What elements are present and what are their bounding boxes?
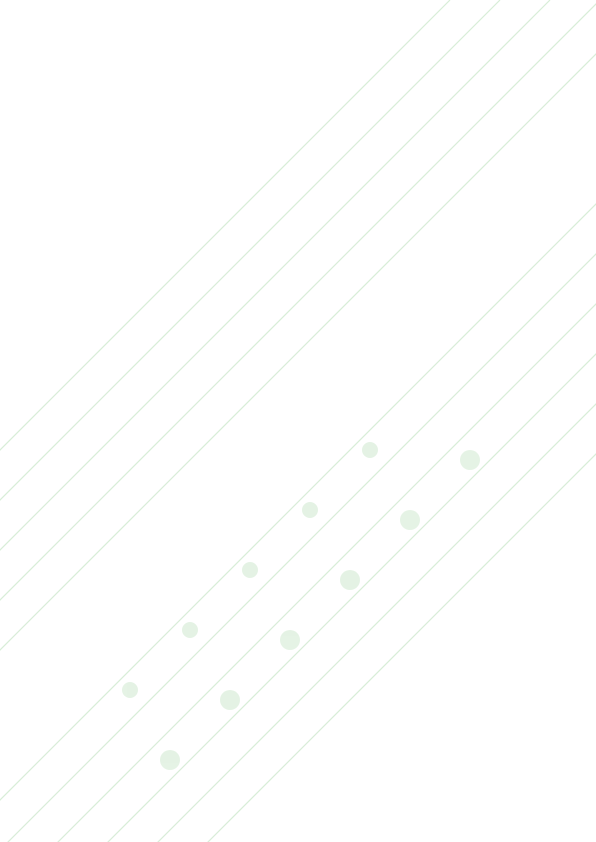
text-line — [55, 312, 541, 326]
text-line — [55, 553, 541, 567]
text-line — [55, 256, 541, 270]
text-line — [55, 440, 541, 454]
text-line — [55, 454, 541, 468]
text-line — [55, 369, 541, 383]
text-line — [55, 411, 541, 425]
text-line — [55, 157, 541, 171]
text-line — [55, 143, 541, 157]
text-line — [55, 525, 541, 539]
text-line — [55, 567, 541, 581]
text-line — [55, 86, 541, 100]
text-line — [55, 129, 541, 143]
text-line — [55, 228, 541, 242]
text-line — [55, 242, 541, 256]
text-line — [55, 468, 541, 482]
text-line — [55, 114, 541, 128]
text-line — [55, 72, 541, 86]
text-line — [55, 327, 541, 341]
text-line — [55, 270, 541, 284]
text-line — [55, 397, 541, 411]
text-line — [55, 298, 541, 312]
text-line — [55, 539, 541, 553]
text-line — [55, 213, 541, 227]
text-line — [55, 510, 541, 524]
text-line — [55, 426, 541, 440]
text-line — [55, 341, 541, 355]
text-line — [55, 496, 541, 510]
text-line — [55, 171, 541, 185]
body-text — [55, 72, 541, 581]
text-line — [55, 185, 541, 199]
text-line — [55, 284, 541, 298]
text-line — [55, 482, 541, 496]
text-line — [55, 355, 541, 369]
text-line — [55, 100, 541, 114]
text-line — [55, 383, 541, 397]
text-line — [55, 199, 541, 213]
